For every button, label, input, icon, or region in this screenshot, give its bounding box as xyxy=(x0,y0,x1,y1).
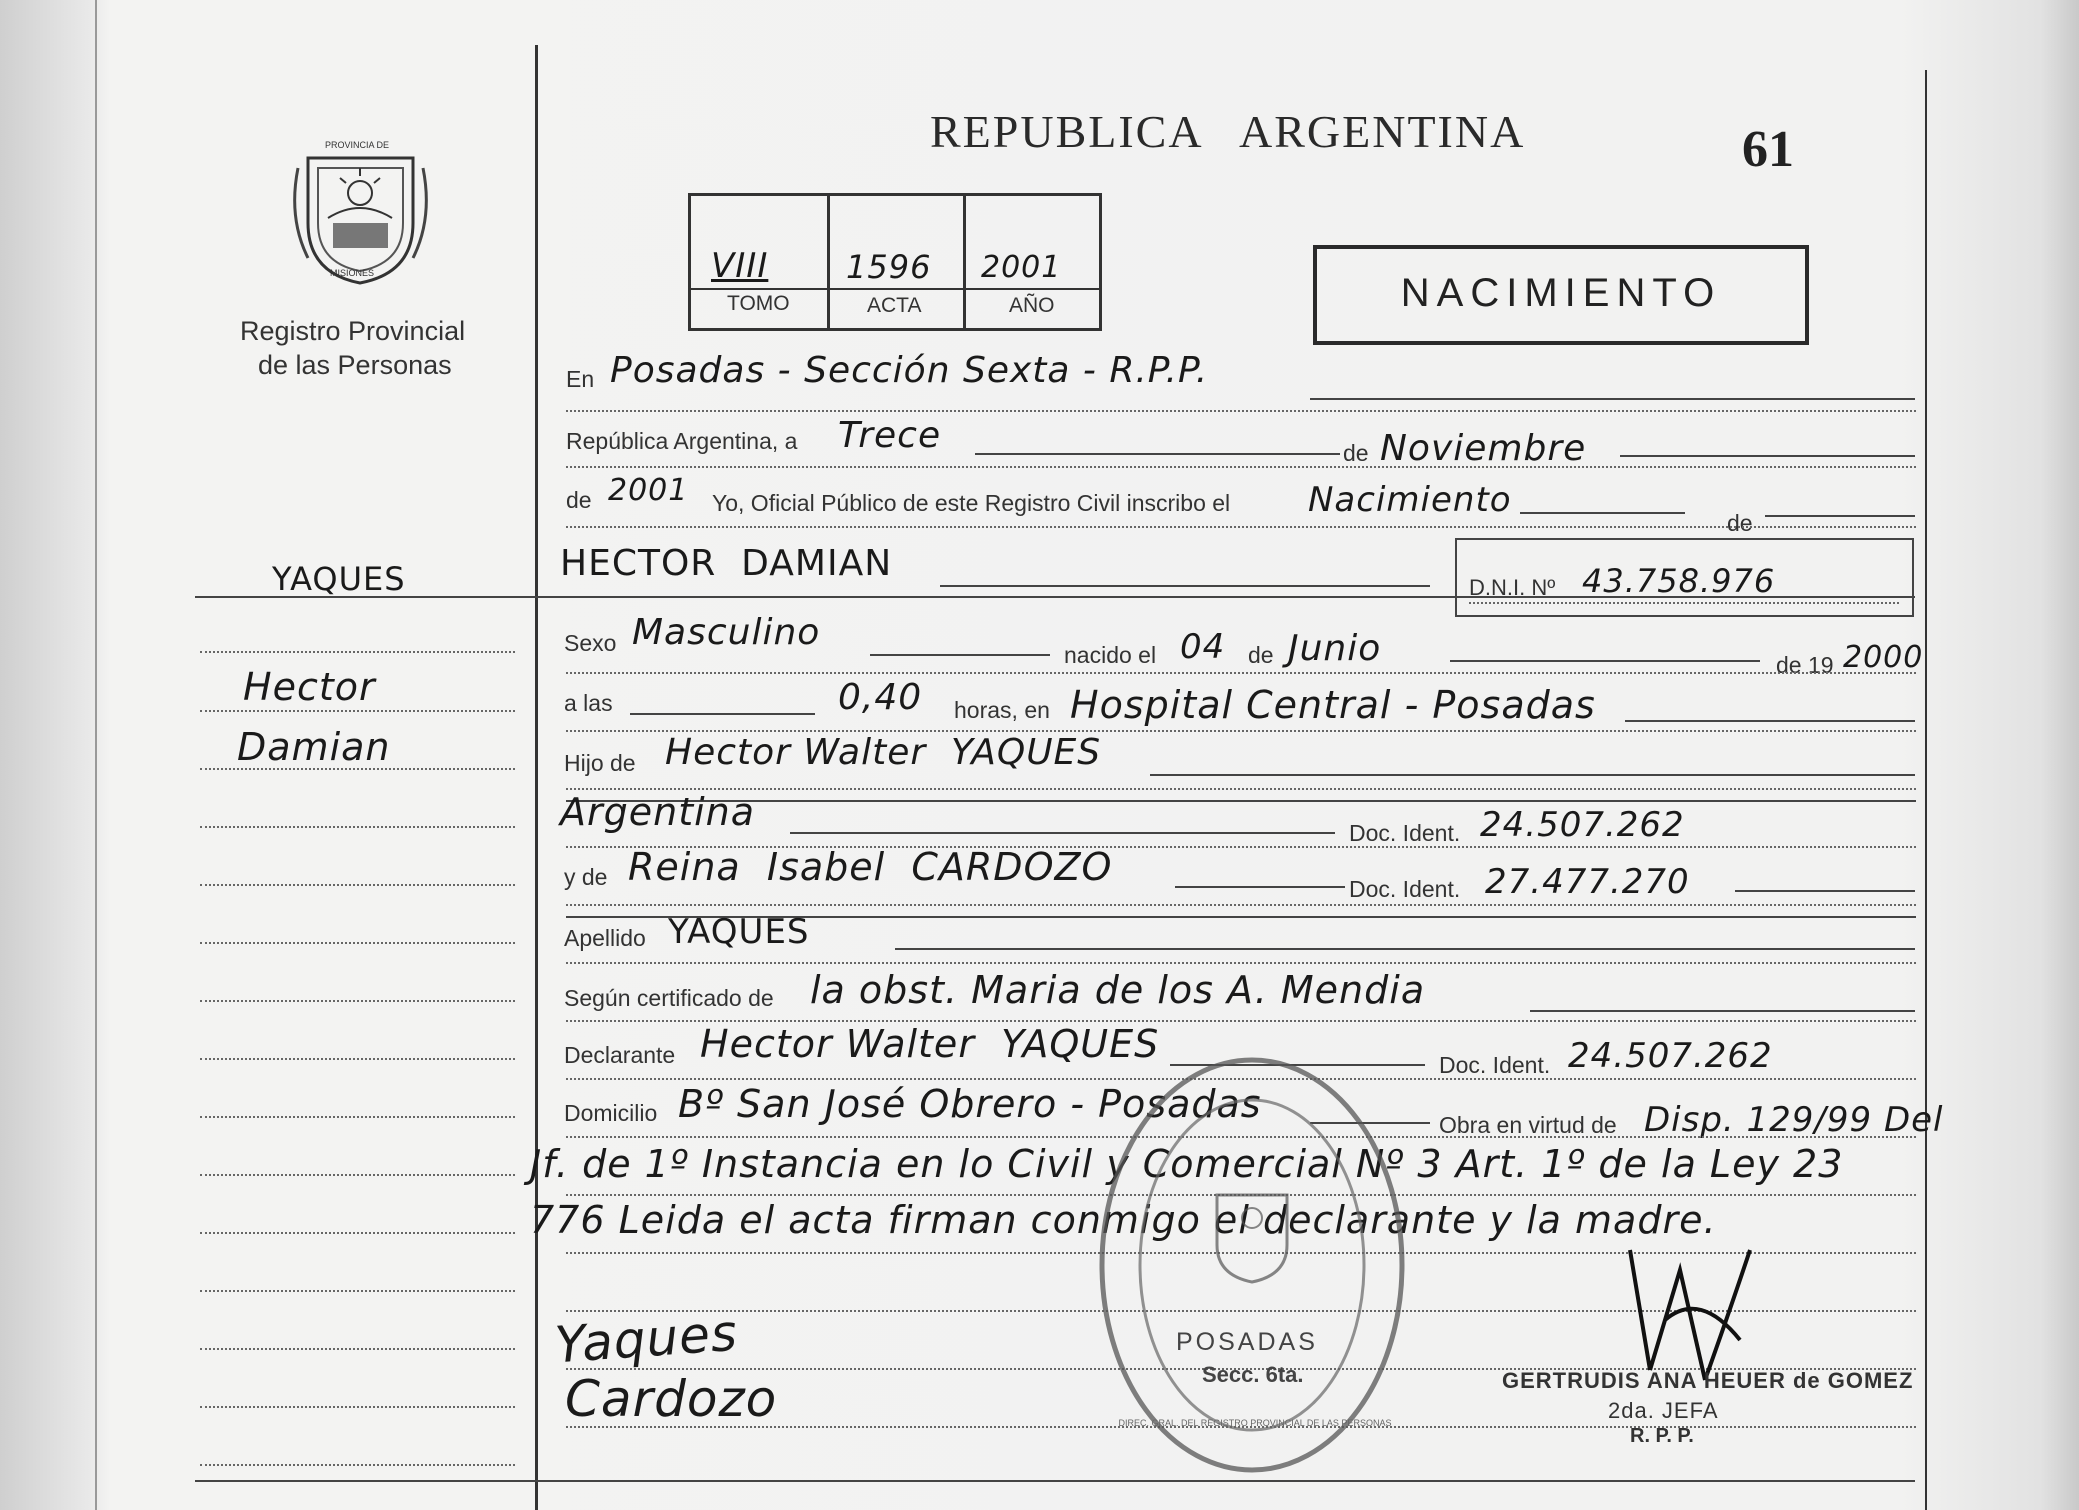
margin-given-name-2: Damian xyxy=(237,725,391,769)
declarante-value: Hector Walter YAQUES xyxy=(700,1022,1160,1066)
horas-label: horas, en xyxy=(954,697,1050,723)
nacido-label: nacido el xyxy=(1064,642,1157,668)
seal-top-text: PROVINCIA DE xyxy=(325,140,390,150)
misiones-seal-icon xyxy=(288,138,433,288)
dni-value: 43.758.976 xyxy=(1582,562,1776,600)
note-line-1: Jf. de 1º Instancia en lo Civil y Comercial Nº 3 Art. 1º de la Ley 23 xyxy=(530,1142,1844,1186)
margin-given-name-1: Hector xyxy=(243,665,376,709)
father-doc-value: 24.507.262 xyxy=(1480,805,1685,845)
stamp-section: Secc. 6ta. xyxy=(1202,1362,1304,1387)
country-title: REPUBLICA ARGENTINA xyxy=(930,106,1526,157)
margin-surname: YAQUES xyxy=(272,560,406,598)
stamp-outer-text: DIREC. GRAL. DEL REGISTRO PROVINCIAL DE LAS PERSONAS xyxy=(1118,1418,1392,1428)
birth-year-value: 2000 xyxy=(1843,640,1924,675)
registry-name-line2: de las Personas xyxy=(258,350,452,380)
month-value: Noviembre xyxy=(1380,428,1587,469)
ano-value: 2001 xyxy=(981,250,1062,285)
domicilio-label: Domicilio xyxy=(564,1100,658,1126)
place-value: Posadas - Sección Sexta - R.P.P. xyxy=(610,350,1209,391)
apellido-value: YAQUES xyxy=(668,912,810,952)
republica-label: República Argentina, a xyxy=(566,428,798,454)
birth-month-value: Junio xyxy=(1288,628,1382,669)
act-type-value: Nacimiento xyxy=(1308,480,1512,520)
child-name-value: HECTOR DAMIAN xyxy=(560,543,893,584)
page-edge-rule xyxy=(95,0,97,1510)
certificate-value: la obst. Maria de los A. Mendia xyxy=(810,968,1426,1012)
apellido-label: Apellido xyxy=(564,925,646,951)
section-divider-rule xyxy=(195,596,1915,598)
mother-name-value: Reina Isabel CARDOZO xyxy=(628,845,1113,889)
day-value: Trece xyxy=(838,415,942,456)
birth-place-value: Hospital Central - Posadas xyxy=(1070,683,1596,727)
father-nationality-value: Argentina xyxy=(560,790,756,834)
sexo-label: Sexo xyxy=(564,630,617,656)
de-label-5: de 19 xyxy=(1776,652,1834,678)
registry-name-line1: Registro Provincial xyxy=(240,316,466,346)
hijo-label: Hijo de xyxy=(564,750,636,776)
declarante-label: Declarante xyxy=(564,1042,676,1068)
tomo-value: VIII xyxy=(711,246,769,286)
doc-label-2: Doc. Ident. xyxy=(1349,876,1461,902)
ano-label: AÑO xyxy=(1009,294,1055,317)
seal-bottom-text: MISIONES xyxy=(330,268,375,278)
mother-doc-value: 27.477.270 xyxy=(1485,862,1690,902)
dni-box xyxy=(1455,538,1914,617)
acta-label: ACTA xyxy=(867,294,922,317)
record-type-box xyxy=(1313,245,1809,345)
right-margin-rule xyxy=(1925,70,1927,1510)
obra-value: Disp. 129/99 Del xyxy=(1644,1100,1944,1140)
year-value: 2001 xyxy=(608,473,689,508)
note-line-2: 776 Leida el acta firman conmigo el declarante y la madre. xyxy=(530,1198,1717,1242)
alas-label: a las xyxy=(564,690,613,716)
obra-label: Obra en virtud de xyxy=(1439,1112,1617,1138)
yde-label: y de xyxy=(564,864,608,890)
page-number: 61 xyxy=(1742,121,1794,178)
inscribo-label: Yo, Oficial Público de este Registro Civil inscribo el xyxy=(712,490,1231,516)
father-name-value: Hector Walter YAQUES xyxy=(665,732,1102,773)
de-label-3: de xyxy=(1727,510,1753,536)
official-stamp-icon xyxy=(1092,1050,1412,1480)
declarante-doc-value: 24.507.262 xyxy=(1568,1036,1773,1076)
left-column-rule xyxy=(535,45,538,1510)
de-label-1: de xyxy=(1343,440,1369,466)
signature-yaques: Yaques xyxy=(553,1303,740,1375)
de-label-2: de xyxy=(566,487,592,513)
dni-label: D.N.I. Nº xyxy=(1469,575,1556,600)
birth-time-value: 0,40 xyxy=(838,677,923,718)
sexo-value: Masculino xyxy=(632,612,821,653)
birth-day-value: 04 xyxy=(1180,627,1226,667)
officer-office: R. P. P. xyxy=(1630,1425,1694,1447)
segun-label: Según certificado de xyxy=(564,985,774,1011)
domicilio-value: Bº San José Obrero - Posadas xyxy=(678,1082,1262,1126)
acta-value: 1596 xyxy=(846,248,932,286)
officer-name: GERTRUDIS ANA HEUER de GOMEZ xyxy=(1502,1368,1914,1393)
doc-label-1: Doc. Ident. xyxy=(1349,820,1461,846)
de-label-4: de xyxy=(1248,642,1274,668)
doc-label-3: Doc. Ident. xyxy=(1439,1052,1551,1078)
officer-title: 2da. JEFA xyxy=(1608,1398,1719,1423)
signature-cardozo: Cardozo xyxy=(565,1370,778,1428)
tomo-label: TOMO xyxy=(727,292,790,315)
stamp-city: POSADAS xyxy=(1176,1328,1318,1356)
record-type: NACIMIENTO xyxy=(1400,271,1722,315)
record-id-box xyxy=(688,193,1102,331)
en-label: En xyxy=(566,366,595,392)
